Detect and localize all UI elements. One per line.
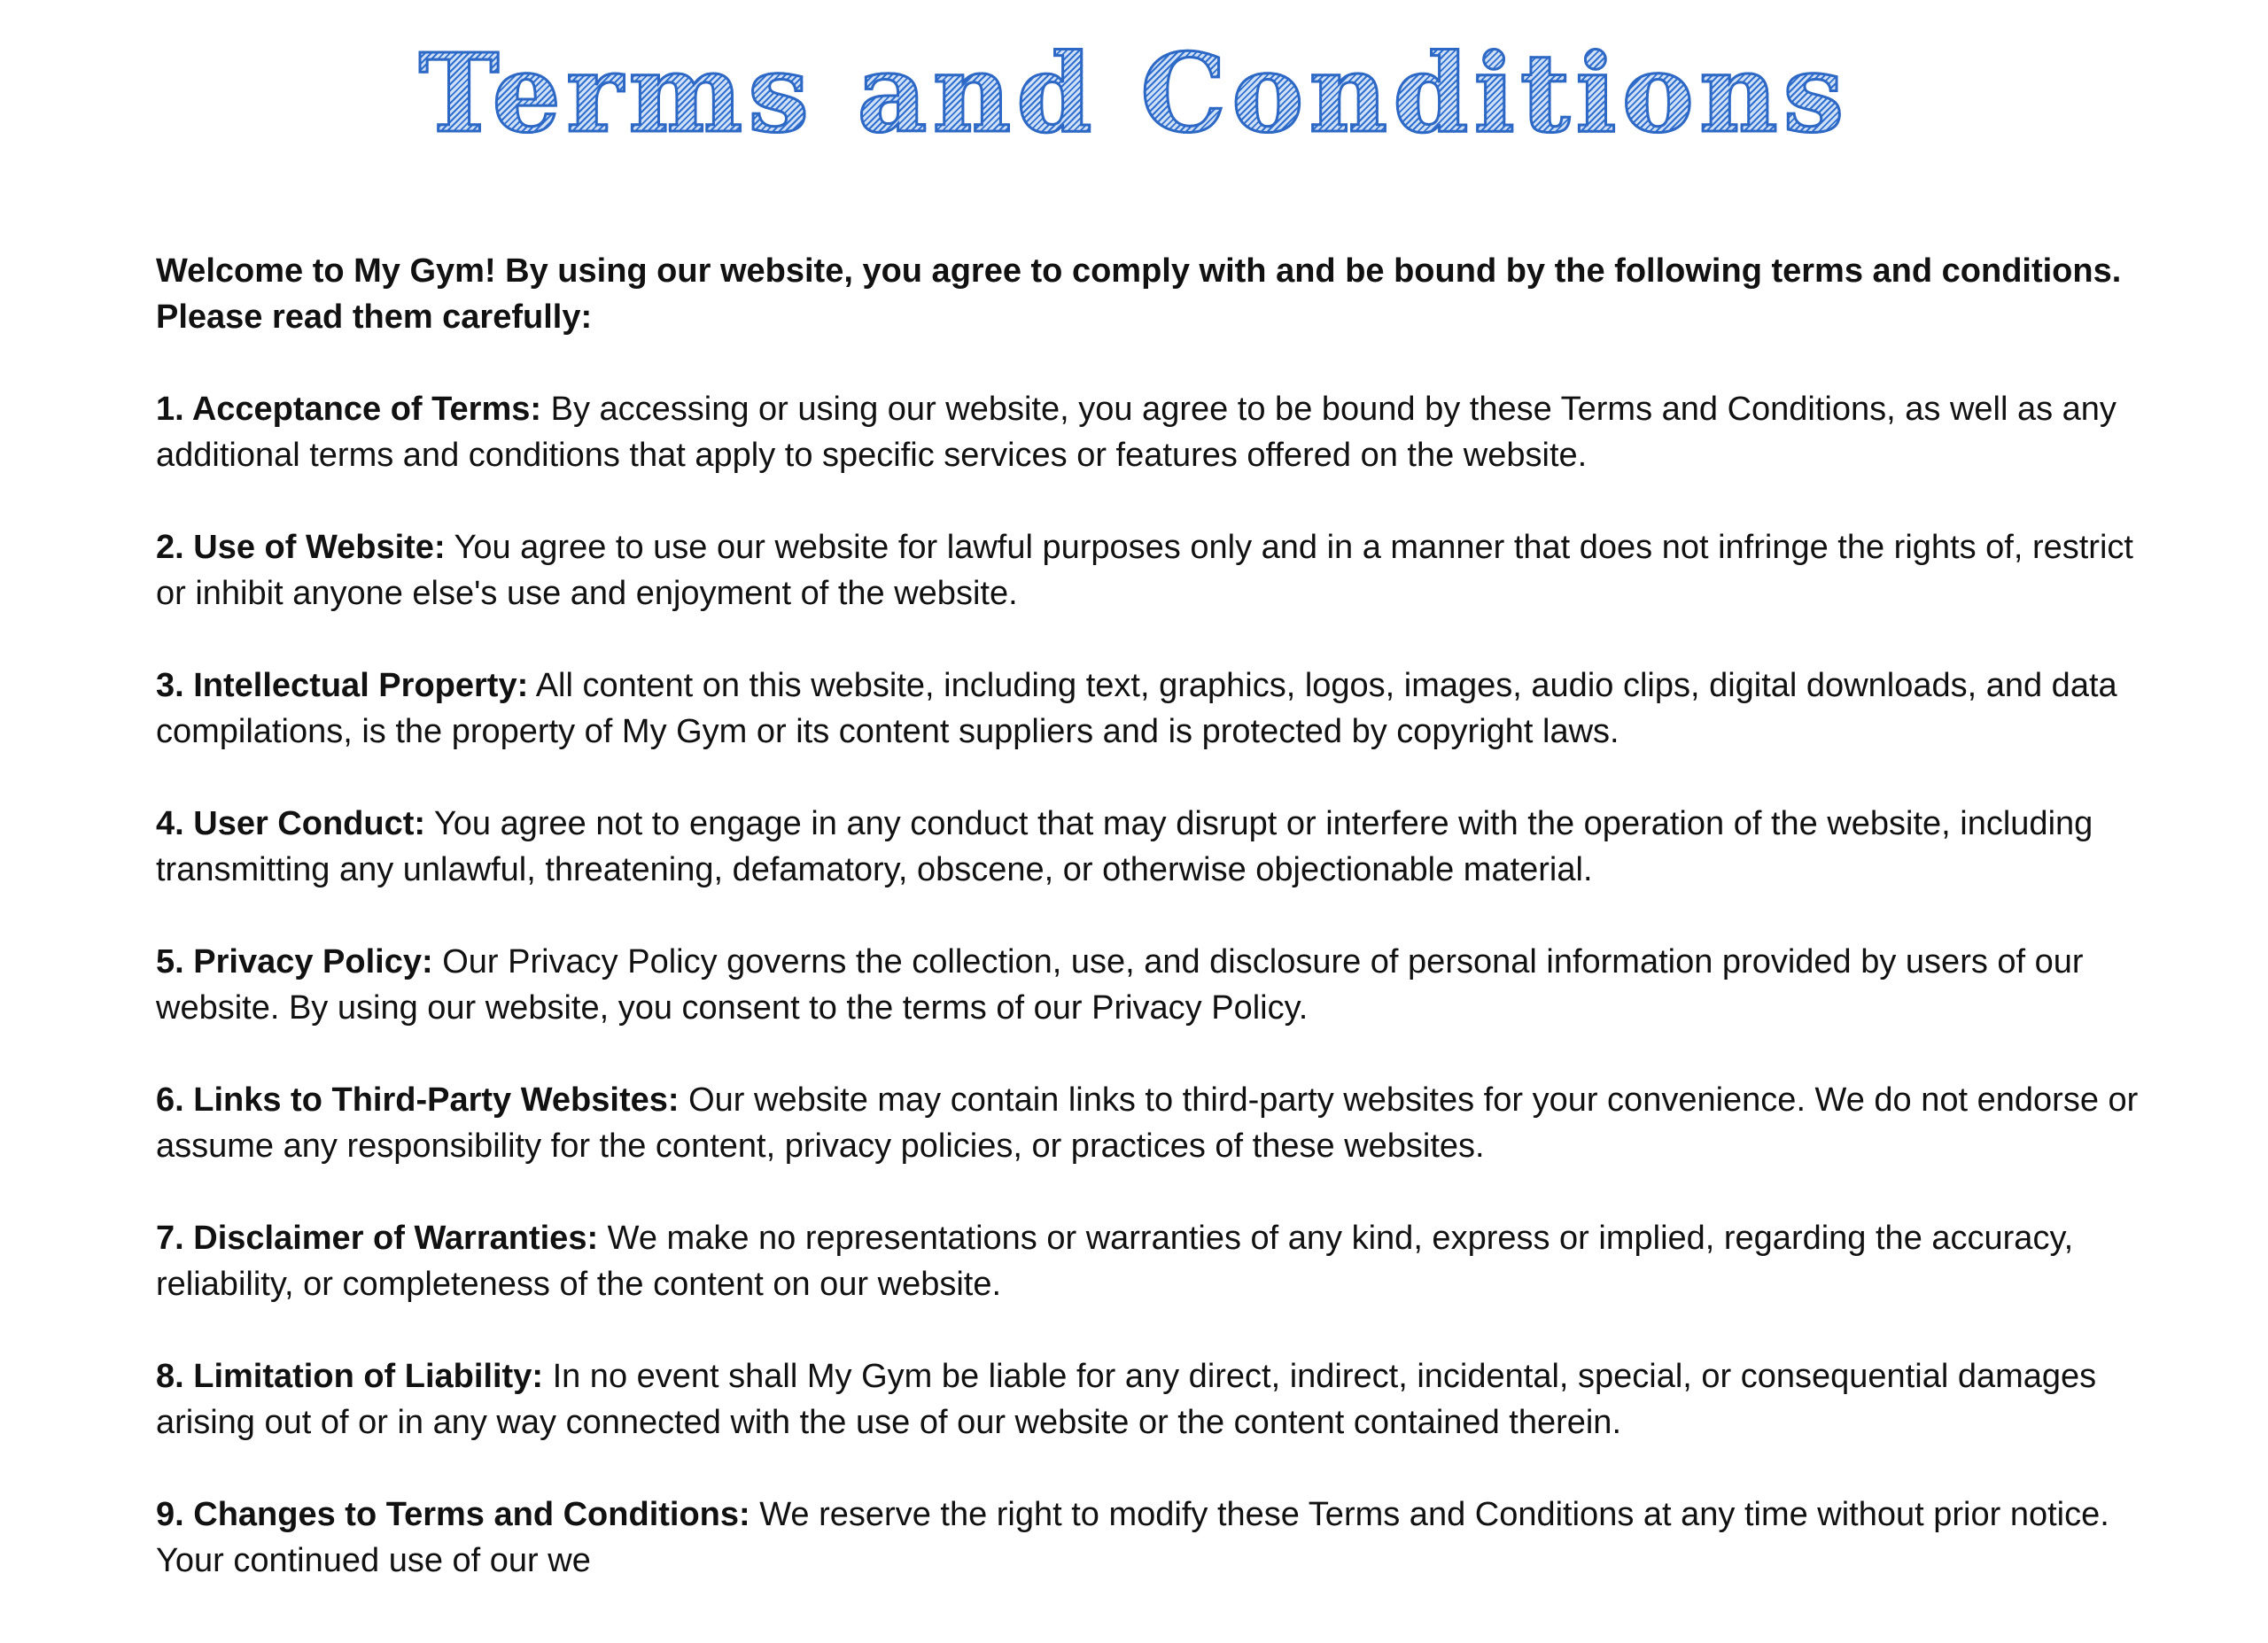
section-body: We make no representations or warranties of any kind, express or implied, regarding the accuracy, reliability, or completeness of the content on our website. [156,1220,2074,1303]
section-acceptance-of-terms [156,386,2140,478]
section-body: You agree to use our website for lawful purposes only and in a manner that does not infringe the rights of, restrict or inhibit anyone else's use and enjoyment of the website. [156,529,2133,612]
section-heading: 1. Acceptance of Terms: [156,391,542,428]
section-heading: 2. Use of Website: [156,529,446,566]
section-body: All content on this website, including text, graphics, logos, images, audio clips, digital downloads, and data compilations, is the property of My Gym or its content suppliers and is protected by copyright laws. [156,667,2117,750]
section-intellectual-property [156,663,2140,755]
section-body: Our website may contain links to third-party websites for your convenience. We do not endorse or assume any responsibility for the content, privacy policies, or practices of these websites. [156,1081,2139,1165]
section-privacy-policy [156,939,2140,1031]
title-area [0,27,2268,159]
page-title: Terms and Conditions [419,27,1850,159]
section-body: We reserve the right to modify these Terms and Conditions at any time without prior notice. Your continued use of our we [156,1496,2109,1579]
section-heading: 7. Disclaimer of Warranties: [156,1220,599,1257]
section-heading: 5. Privacy Policy: [156,943,433,980]
section-body: Our Privacy Policy governs the collection, use, and disclosure of personal information provided by users of our website. By using our website, you consent to the terms of our Privacy Policy. [156,943,2084,1027]
section-heading: 6. Links to Third-Party Websites: [156,1081,680,1119]
section-disclaimer-of-warranties [156,1215,2140,1307]
section-body: By accessing or using our website, you agree to be bound by these Terms and Conditions, as well as any additional terms and conditions that apply to specific services or features offered on the website. [156,391,2117,474]
section-third-party-links [156,1077,2140,1169]
section-body: In no event shall My Gym be liable for any direct, indirect, incidental, special, or consequential damages arising out of or in any way connected with the use of our website or the content contained therein. [156,1358,2097,1441]
intro-text: Welcome to My Gym! By using our website, you agree to comply with and be bound by the following terms and conditions. Please read them carefully: [156,252,2122,336]
section-heading: 9. Changes to Terms and Conditions: [156,1496,750,1533]
section-heading: 3. Intellectual Property: [156,667,529,704]
section-heading: 4. User Conduct: [156,805,426,842]
section-heading: 8. Limitation of Liability: [156,1358,543,1395]
section-use-of-website [156,524,2140,616]
section-limitation-of-liability [156,1353,2140,1445]
section-changes-to-terms [156,1492,2140,1584]
section-user-conduct [156,801,2140,893]
section-body: You agree not to engage in any conduct that may disrupt or interfere with the operation of the website, including transmitting any unlawful, threatening, defamatory, obscene, or otherwise objectionable material. [156,805,2093,888]
terms-content [156,248,2140,1630]
